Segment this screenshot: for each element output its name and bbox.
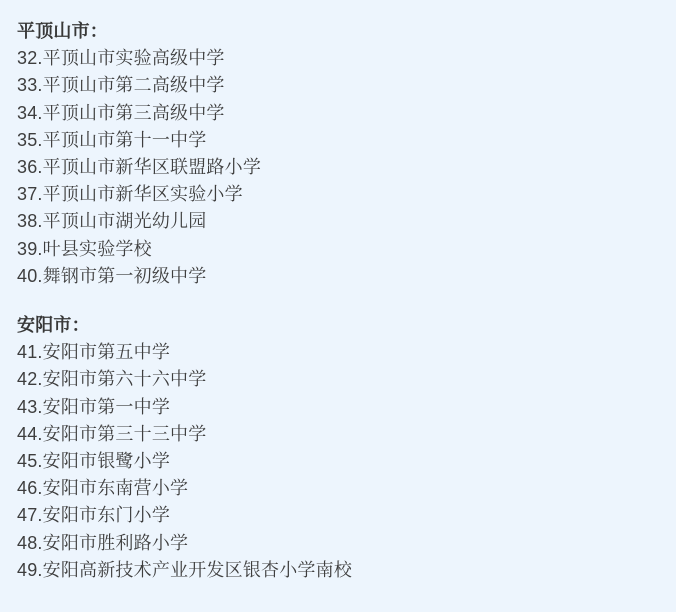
school-list-item: 46.安阳市东南营小学: [17, 478, 189, 499]
school-list-item: 49.安阳高新技术产业开发区银杏小学南校: [17, 559, 353, 580]
school-list-item: 36.平顶山市新华区联盟路小学: [17, 157, 262, 178]
school-list-item: 34.平顶山市第三高级中学: [17, 102, 225, 123]
school-list-item: 40.舞钢市第一初级中学: [17, 265, 207, 286]
school-list-item: 32.平顶山市实验高级中学: [17, 48, 225, 69]
school-list-item: 45.安阳市银鹭小学: [17, 451, 171, 472]
city-section-heading: 安阳市：: [17, 315, 90, 336]
city-section-heading: 平顶山市：: [17, 21, 108, 41]
school-list-item: 42.安阳市第六十六中学: [17, 369, 207, 390]
school-list-item: 39.叶县实验学校: [17, 238, 152, 259]
school-list-item: 47.安阳市东门小学: [17, 505, 171, 526]
school-list-item: 41.安阳市第五中学: [17, 342, 171, 363]
school-list-item: 35.平顶山市第十一中学: [17, 129, 207, 150]
school-list-item: 33.平顶山市第二高级中学: [17, 75, 225, 96]
school-list-item: 48.安阳市胜利路小学: [17, 532, 189, 553]
school-list-item: 37.平顶山市新华区实验小学: [17, 184, 243, 205]
school-list-item: 44.安阳市第三十三中学: [17, 423, 207, 444]
school-list-item: 38.平顶山市湖光幼儿园: [17, 211, 207, 232]
school-list-item: 43.安阳市第一中学: [17, 396, 171, 417]
city-section-anyang: [17, 312, 664, 584]
city-section-pingdingshan: [17, 18, 664, 290]
